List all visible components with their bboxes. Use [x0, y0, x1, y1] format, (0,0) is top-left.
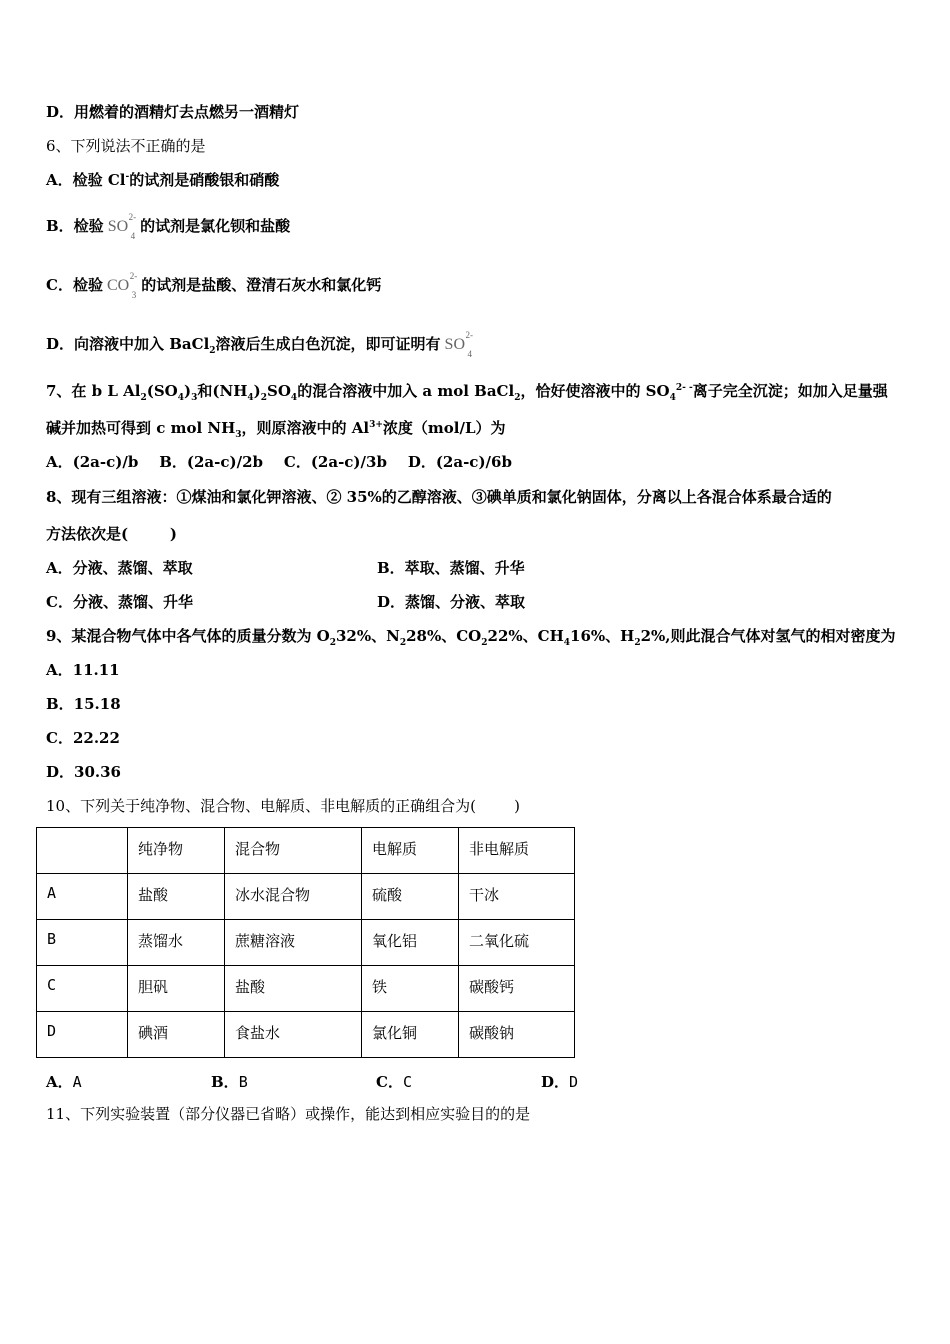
- table-cell: 冰水混合物: [225, 874, 362, 920]
- q11-stem: 11、下列实验装置（部分仪器已省略）或操作，能达到相应实验目的的是: [46, 1105, 531, 1123]
- table-cell: 非电解质: [459, 828, 575, 874]
- q9-option-a: A．11.11: [46, 661, 120, 679]
- q6-option-d: D．向溶液中加入 BaCl$_2$溶液后生成白色沉淀，即可证明有 SO 2- 4: [46, 330, 473, 359]
- table-row: [37, 966, 575, 1012]
- q9-option-c: C．22.22: [46, 729, 120, 747]
- table-row: [37, 874, 575, 920]
- table-cell: 碳酸钠: [459, 1012, 575, 1058]
- q7-stem-line1: 7、在 b L $Al_2(SO_4)_3$和$(NH_4)_2SO_4$的混合溶液中加入 a mol BaCl$_2$，恰好使溶液中的 $SO_4^{2- -}$离子完全沉淀；如加入足量强: [46, 382, 888, 403]
- table-cell: [37, 828, 128, 874]
- table-cell: 干冰: [459, 874, 575, 920]
- table-cell: 蔗糖溶液: [225, 920, 362, 966]
- q8-option-a: A．分液、蒸馏、萃取: [46, 559, 193, 577]
- table-cell: 铁: [362, 966, 459, 1012]
- carbonate-ion: CO 2- 3: [106, 271, 138, 300]
- q10-choice-c: C．C: [376, 1073, 412, 1091]
- q10-choice-a: A．A: [46, 1073, 82, 1091]
- table-row: [37, 920, 575, 966]
- q8-stem-line1: 8、现有三组溶液：①煤油和氯化钾溶液、② 35%的乙醇溶液、③碘单质和氯化钠固体，分离以上各混合体系最合适的: [46, 488, 832, 506]
- table-header-row: [37, 828, 575, 874]
- q10-choice-d: D．D: [541, 1073, 579, 1091]
- q7-stem-line2: 碱并加热可得到 c mol $NH_3$，则原溶液中的 $Al^{3+}$浓度（mol/L）为: [46, 419, 506, 440]
- sulfate-ion: SO 2- 4: [444, 330, 473, 359]
- q8-option-c: C．分液、蒸馏、升华: [46, 593, 193, 611]
- q5-option-d: D．用燃着的酒精灯去点燃另一酒精灯: [46, 103, 300, 121]
- q10-stem: 10、下列关于纯净物、混合物、电解质、非电解质的正确组合为( ): [46, 797, 520, 815]
- sulfate-ion: SO 2- 4: [107, 212, 137, 241]
- q8-option-d: D．蒸馏、分液、萃取: [377, 593, 526, 611]
- table-cell: 盐酸: [128, 874, 225, 920]
- q9-stem: 9、某混合物气体中各气体的质量分数为 $O_232\%$、$N_228\%$、$CO_222\%$、$CH_416\%$、$H_22\%$,则此混合气体对氢气的相对密度为: [46, 627, 896, 648]
- q10-table: [36, 827, 575, 1058]
- q8-stem-line2: 方法依次是( ): [46, 525, 177, 543]
- q9-option-d: D．30.36: [46, 763, 121, 781]
- table-cell: 盐酸: [225, 966, 362, 1012]
- table-cell: 食盐水: [225, 1012, 362, 1058]
- table-cell: 胆矾: [128, 966, 225, 1012]
- table-row: [37, 1012, 575, 1058]
- q10-choice-b: B．B: [211, 1073, 248, 1091]
- q6-option-a: A．检验 Cl-的试剂是硝酸银和硝酸: [46, 171, 280, 189]
- q6-option-c: C．检验 CO 2- 3 的试剂是盐酸、澄清石灰水和氯化钙: [46, 271, 382, 300]
- q8-option-b: B．萃取、蒸馏、升华: [377, 559, 525, 577]
- q7-options: A．(2a-c)/b B．(2a-c)/2b C．(2a-c)/3b D．(2a-c)/6b: [46, 453, 512, 471]
- table-cell: 混合物: [225, 828, 362, 874]
- q6-option-b: B．检验 SO 2- 4 的试剂是氯化钡和盐酸: [46, 212, 291, 241]
- table-cell: 氯化铜: [362, 1012, 459, 1058]
- table-cell: 电解质: [362, 828, 459, 874]
- table-cell: 二氧化硫: [459, 920, 575, 966]
- table-cell: 硫酸: [362, 874, 459, 920]
- table-cell: C: [37, 966, 128, 1012]
- table-cell: D: [37, 1012, 128, 1058]
- table-cell: 纯净物: [128, 828, 225, 874]
- table-cell: 蒸馏水: [128, 920, 225, 966]
- q9-option-b: B．15.18: [46, 695, 121, 713]
- q6-stem: 6、下列说法不正确的是: [46, 137, 206, 155]
- table-cell: B: [37, 920, 128, 966]
- table-cell: A: [37, 874, 128, 920]
- table-cell: 氧化铝: [362, 920, 459, 966]
- table-cell: 碘酒: [128, 1012, 225, 1058]
- table-cell: 碳酸钙: [459, 966, 575, 1012]
